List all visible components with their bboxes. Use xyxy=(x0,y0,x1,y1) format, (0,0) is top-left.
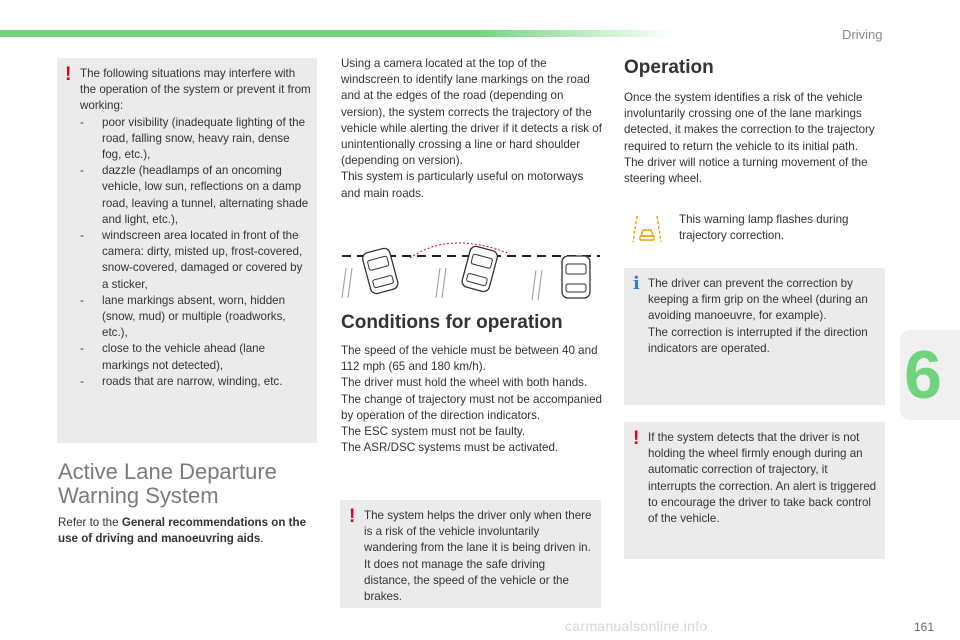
list-item: - dazzle (headlamps of an oncoming vehicle, low sun, reflections on a damp road, leaving a tunnel, alternating shade and light, etc.), xyxy=(80,163,311,228)
intro-paragraph xyxy=(341,56,603,202)
list-item: - close to the vehicle ahead (lane markings not detected), xyxy=(80,341,311,373)
info-text-1: The driver can prevent the correction by keeping a firm grip on the wheel (during an avoiding manoeuvre, for example). xyxy=(648,277,868,323)
intro-text-2: This system is particularly useful on motorways and main roads. xyxy=(341,170,584,200)
top-accent-bar xyxy=(0,30,475,37)
warning-exclamation-icon: ! xyxy=(349,506,356,527)
list-item: - poor visibility (inadequate lighting of the road, falling snow, heavy rain, dense fog, etc.), xyxy=(80,115,311,164)
warning-text: The system helps the driver only when there is a risk of the vehicle involuntarily wandering from the lane it is being driven in. It does not manage the safe driving distance, the speed of the vehicle or the brakes. xyxy=(364,509,592,604)
info-text-2: The correction is interrupted if the direction indicators are operated. xyxy=(648,325,868,355)
warning-text: If the system detects that the driver is not holding the wheel firmly enough during an automatic correction of trajectory, it interrupts the correction. An alert is triggered to encourage the driver to take back control of the vehicle. xyxy=(648,431,877,526)
interference-list xyxy=(80,115,311,390)
operation-text-1: Once the system identifies a risk of the vehicle involuntarily crossing one of the lane markings detected, it makes the correction to the trajectory required to return the vehicle to its initial path. xyxy=(624,91,875,153)
chapter-title: Driving xyxy=(842,27,883,42)
info-icon: i xyxy=(633,273,640,294)
list-item: - lane markings absent, worn, hidden (snow, mud) or multiple (roadworks, etc.), xyxy=(80,293,311,342)
refer-paragraph xyxy=(58,515,308,547)
conditions-indicators: The change of trajectory must not be accompanied by operation of the direction indicators. xyxy=(341,392,603,422)
watermark: carmanualsonline.info xyxy=(565,618,708,634)
refer-prefix: Refer to the xyxy=(58,516,122,529)
conditions-asr: The ASR/DSC systems must be activated. xyxy=(341,441,559,455)
warning-intro: The following situations may interfere with the operation of the system or prevent it from working: xyxy=(80,67,311,113)
list-item: - windscreen area located in front of the camera: dirty, misted up, frost-covered, snow-covered, damaged or covered by a sticker, xyxy=(80,228,311,293)
operation-paragraph xyxy=(624,90,886,187)
conditions-esc: The ESC system must not be faulty. xyxy=(341,425,526,439)
conditions-hands: The driver must hold the wheel with both hands. xyxy=(341,376,588,390)
page-number: 161 xyxy=(914,620,935,634)
chapter-tab xyxy=(900,330,960,420)
operation-text-2: The driver will notice a turning movement of the steering wheel. xyxy=(624,155,868,186)
warning-exclamation-icon: ! xyxy=(65,64,72,85)
info-box-driver-prevent xyxy=(624,268,885,405)
conditions-speed: The speed of the vehicle must be between 40 and 112 mph (65 and 180 km/h). xyxy=(341,344,598,374)
section-title-line2: Warning System xyxy=(58,483,219,508)
warning-exclamation-icon: ! xyxy=(633,428,640,449)
conditions-paragraph xyxy=(341,343,603,456)
car-icon xyxy=(562,256,590,298)
refer-link-text: General recommendations on the use of driving and manoeuvring aids xyxy=(58,516,307,546)
list-item: - roads that are narrow, winding, etc. xyxy=(80,374,311,390)
lane-departure-lamp-icon xyxy=(632,214,662,244)
chapter-number: 6 xyxy=(904,337,942,413)
section-title-line1: Active Lane Departure xyxy=(58,459,277,484)
car-icon xyxy=(361,247,399,295)
car-icon xyxy=(461,245,499,293)
section-title xyxy=(58,460,308,508)
refer-suffix: . xyxy=(260,532,264,546)
lane-correction-illustration xyxy=(340,232,602,302)
conditions-heading: Conditions for operation xyxy=(341,312,563,333)
warning-box-wheel-grip xyxy=(624,422,885,559)
intro-text: Using a camera located at the top of the windscreen to identify lane markings on the road and at the edges of the road (depending on version), the system corrects the trajectory of the vehicle while alerting the driver if it detects a risk of unintentionally crossing a line or hard shoulder (depending on version). xyxy=(341,57,602,168)
operation-heading: Operation xyxy=(624,57,714,78)
warning-box-system-helps xyxy=(340,500,601,608)
lamp-text: This warning lamp flashes during trajectory correction. xyxy=(679,213,849,243)
warning-box-interference xyxy=(57,58,317,443)
top-accent-bar-fade xyxy=(475,30,675,37)
